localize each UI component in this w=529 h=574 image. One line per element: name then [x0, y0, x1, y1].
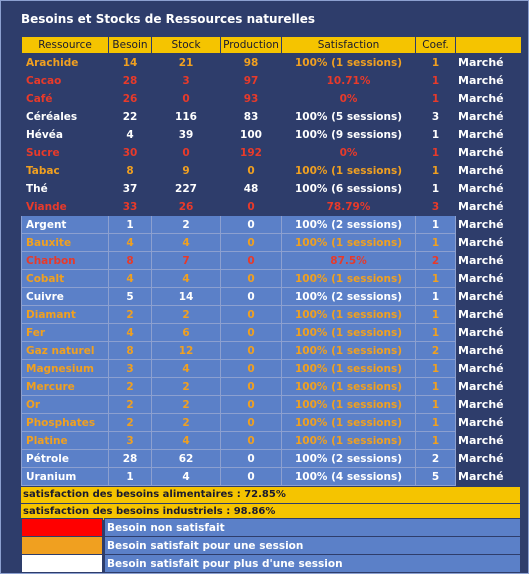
besoin-value: 4 — [109, 270, 152, 288]
resource-name: Café — [22, 90, 109, 108]
market-link[interactable]: Marché — [456, 144, 522, 162]
stock-value: 62 — [152, 450, 221, 468]
panel-title: Besoins et Stocks de Ressources naturelles — [21, 12, 316, 26]
resource-name: Phosphates — [22, 414, 109, 432]
satisfaction-value: 100% (1 sessions) — [282, 324, 416, 342]
production-value: 98 — [221, 54, 282, 72]
production-value: 0 — [221, 450, 282, 468]
production-value: 0 — [221, 432, 282, 450]
resource-name: Pétrole — [22, 450, 109, 468]
production-value: 83 — [221, 108, 282, 126]
market-link[interactable]: Marché — [456, 450, 522, 468]
table-row — [22, 450, 522, 468]
resource-name: Hévéa — [22, 126, 109, 144]
table-row — [22, 432, 522, 450]
stock-value: 14 — [152, 288, 221, 306]
market-link[interactable]: Marché — [456, 216, 522, 234]
coef-value: 1 — [416, 54, 456, 72]
coef-value: 2 — [416, 252, 456, 270]
coef-value: 1 — [416, 90, 456, 108]
table-row — [22, 72, 522, 90]
coef-value: 5 — [416, 468, 456, 486]
resource-name: Cacao — [22, 72, 109, 90]
stock-value: 26 — [152, 198, 221, 216]
market-link[interactable]: Marché — [456, 72, 522, 90]
satisfaction-value: 100% (5 sessions) — [282, 108, 416, 126]
market-link[interactable]: Marché — [456, 108, 522, 126]
besoin-value: 14 — [109, 54, 152, 72]
stock-value: 4 — [152, 270, 221, 288]
col-header-ressource: Ressource — [22, 37, 109, 54]
besoin-value: 5 — [109, 288, 152, 306]
market-link[interactable]: Marché — [456, 288, 522, 306]
besoin-value: 2 — [109, 414, 152, 432]
besoin-value: 30 — [109, 144, 152, 162]
resource-name: Diamant — [22, 306, 109, 324]
satisfaction-value: 100% (1 sessions) — [282, 414, 416, 432]
besoin-value: 33 — [109, 198, 152, 216]
coef-value: 1 — [416, 216, 456, 234]
stock-value: 4 — [152, 360, 221, 378]
satisfaction-value: 100% (1 sessions) — [282, 54, 416, 72]
resource-name: Tabac — [22, 162, 109, 180]
legend-label: Besoin non satisfait — [104, 518, 521, 537]
legend-item-multi-session — [21, 554, 521, 573]
satisfaction-value: 100% (2 sessions) — [282, 288, 416, 306]
satisfaction-value: 100% (1 sessions) — [282, 360, 416, 378]
col-header-market — [456, 37, 522, 54]
coef-value: 1 — [416, 180, 456, 198]
production-value: 97 — [221, 72, 282, 90]
table-row — [22, 180, 522, 198]
resource-name: Magnesium — [22, 360, 109, 378]
resource-name: Sucre — [22, 144, 109, 162]
market-link[interactable]: Marché — [456, 414, 522, 432]
coef-value: 1 — [416, 378, 456, 396]
satisfaction-value: 100% (1 sessions) — [282, 396, 416, 414]
resource-name: Cobalt — [22, 270, 109, 288]
coef-value: 1 — [416, 432, 456, 450]
besoin-value: 28 — [109, 450, 152, 468]
coef-value: 1 — [416, 288, 456, 306]
production-value: 192 — [221, 144, 282, 162]
table-row — [22, 54, 522, 72]
besoin-value: 8 — [109, 162, 152, 180]
resource-name: Bauxite — [22, 234, 109, 252]
satisfaction-value: 100% (1 sessions) — [282, 432, 416, 450]
coef-value: 1 — [416, 324, 456, 342]
market-link[interactable]: Marché — [456, 378, 522, 396]
stock-value: 4 — [152, 468, 221, 486]
production-value: 0 — [221, 342, 282, 360]
satisfaction-value: 100% (9 sessions) — [282, 126, 416, 144]
production-value: 0 — [221, 414, 282, 432]
satisfaction-value: 100% (1 sessions) — [282, 342, 416, 360]
market-link[interactable]: Marché — [456, 468, 522, 486]
market-link[interactable]: Marché — [456, 360, 522, 378]
market-link[interactable]: Marché — [456, 54, 522, 72]
market-link[interactable]: Marché — [456, 90, 522, 108]
production-value: 0 — [221, 162, 282, 180]
besoin-value: 8 — [109, 342, 152, 360]
satisfaction-value: 100% (1 sessions) — [282, 270, 416, 288]
satisfaction-value: 100% (1 sessions) — [282, 378, 416, 396]
besoin-value: 37 — [109, 180, 152, 198]
stock-value: 12 — [152, 342, 221, 360]
col-header-besoin: Besoin — [109, 37, 152, 54]
besoin-value: 8 — [109, 252, 152, 270]
resource-name: Viande — [22, 198, 109, 216]
table-row — [22, 270, 522, 288]
resource-name: Arachide — [22, 54, 109, 72]
coef-value: 1 — [416, 396, 456, 414]
market-link[interactable]: Marché — [456, 252, 522, 270]
table-row — [22, 216, 522, 234]
production-value: 0 — [221, 396, 282, 414]
stock-value: 2 — [152, 396, 221, 414]
table-row — [22, 288, 522, 306]
legend-item-unsatisfied — [21, 518, 521, 537]
stock-value: 4 — [152, 432, 221, 450]
market-link[interactable]: Marché — [456, 180, 522, 198]
coef-value: 2 — [416, 342, 456, 360]
besoin-value: 1 — [109, 216, 152, 234]
stock-value: 0 — [152, 144, 221, 162]
besoin-value: 26 — [109, 90, 152, 108]
satisfaction-value: 100% (4 sessions) — [282, 468, 416, 486]
resource-name: Cuivre — [22, 288, 109, 306]
besoin-value: 3 — [109, 360, 152, 378]
market-link[interactable]: Marché — [456, 198, 522, 216]
stock-value: 21 — [152, 54, 221, 72]
resource-name: Fer — [22, 324, 109, 342]
satisfaction-value: 0% — [282, 144, 416, 162]
table-row — [22, 468, 522, 486]
table-row — [22, 342, 522, 360]
besoin-value: 1 — [109, 468, 152, 486]
production-value: 0 — [221, 216, 282, 234]
production-value: 0 — [221, 306, 282, 324]
resource-name: Platine — [22, 432, 109, 450]
production-value: 93 — [221, 90, 282, 108]
resource-name: Thé — [22, 180, 109, 198]
resource-name: Gaz naturel — [22, 342, 109, 360]
stock-value: 3 — [152, 72, 221, 90]
legend-item-one-session — [21, 536, 521, 555]
satisfaction-value: 100% (1 sessions) — [282, 162, 416, 180]
besoin-value: 2 — [109, 396, 152, 414]
coef-value: 3 — [416, 108, 456, 126]
table-row — [22, 324, 522, 342]
table-row — [22, 396, 522, 414]
table-row — [22, 234, 522, 252]
production-value: 100 — [221, 126, 282, 144]
resource-name: Or — [22, 396, 109, 414]
production-value: 0 — [221, 288, 282, 306]
besoin-value: 28 — [109, 72, 152, 90]
besoin-value: 22 — [109, 108, 152, 126]
besoin-value: 4 — [109, 234, 152, 252]
stock-value: 227 — [152, 180, 221, 198]
besoin-value: 4 — [109, 126, 152, 144]
market-link[interactable]: Marché — [456, 234, 522, 252]
satisfaction-value: 100% (6 sessions) — [282, 180, 416, 198]
stock-value: 0 — [152, 90, 221, 108]
coef-value: 1 — [416, 414, 456, 432]
resource-name: Uranium — [22, 468, 109, 486]
production-value: 0 — [221, 360, 282, 378]
coef-value: 1 — [416, 162, 456, 180]
coef-value: 1 — [416, 360, 456, 378]
market-link[interactable]: Marché — [456, 342, 522, 360]
besoin-value: 2 — [109, 306, 152, 324]
table-row — [22, 360, 522, 378]
stock-value: 2 — [152, 306, 221, 324]
satisfaction-value: 100% (1 sessions) — [282, 306, 416, 324]
production-value: 48 — [221, 180, 282, 198]
market-link[interactable]: Marché — [456, 432, 522, 450]
stock-value: 2 — [152, 378, 221, 396]
coef-value: 1 — [416, 72, 456, 90]
legend-swatch-orange — [21, 536, 103, 555]
besoin-value: 2 — [109, 378, 152, 396]
resources-table — [21, 36, 522, 486]
stock-value: 7 — [152, 252, 221, 270]
market-link[interactable]: Marché — [456, 162, 522, 180]
besoin-value: 4 — [109, 324, 152, 342]
legend-label: Besoin satisfait pour plus d'une session — [104, 554, 521, 573]
market-link[interactable]: Marché — [456, 270, 522, 288]
table-header — [22, 37, 522, 54]
market-link[interactable]: Marché — [456, 324, 522, 342]
production-value: 0 — [221, 378, 282, 396]
production-value: 0 — [221, 270, 282, 288]
satisfaction-value: 78.79% — [282, 198, 416, 216]
stock-value: 2 — [152, 414, 221, 432]
resource-name: Céréales — [22, 108, 109, 126]
production-value: 0 — [221, 234, 282, 252]
market-link[interactable]: Marché — [456, 306, 522, 324]
col-header-satisfaction: Satisfaction — [282, 37, 416, 54]
table-row — [22, 414, 522, 432]
production-value: 0 — [221, 252, 282, 270]
satisfaction-value: 100% (1 sessions) — [282, 234, 416, 252]
coef-value: 1 — [416, 306, 456, 324]
stock-value: 6 — [152, 324, 221, 342]
satisfaction-value: 100% (2 sessions) — [282, 450, 416, 468]
satisfaction-value: 0% — [282, 90, 416, 108]
table-row — [22, 126, 522, 144]
coef-value: 3 — [416, 198, 456, 216]
stock-value: 116 — [152, 108, 221, 126]
col-header-production: Production — [221, 37, 282, 54]
resource-name: Charbon — [22, 252, 109, 270]
table-row — [22, 306, 522, 324]
stock-value: 4 — [152, 234, 221, 252]
table-row — [22, 162, 522, 180]
legend-swatch-white — [21, 554, 103, 573]
table-row — [22, 90, 522, 108]
coef-value: 1 — [416, 234, 456, 252]
stock-value: 39 — [152, 126, 221, 144]
resource-name: Argent — [22, 216, 109, 234]
table-row — [22, 378, 522, 396]
resource-name: Mercure — [22, 378, 109, 396]
legend-swatch-red — [21, 518, 103, 537]
coef-value: 1 — [416, 144, 456, 162]
col-header-coef: Coef. — [416, 37, 456, 54]
satisfaction-value: 87.5% — [282, 252, 416, 270]
table-row — [22, 108, 522, 126]
besoin-value: 3 — [109, 432, 152, 450]
stock-value: 2 — [152, 216, 221, 234]
food-satisfaction-summary: satisfaction des besoins alimentaires : 72.85% — [21, 487, 520, 503]
market-link[interactable]: Marché — [456, 126, 522, 144]
production-value: 0 — [221, 468, 282, 486]
production-value: 0 — [221, 198, 282, 216]
col-header-stock: Stock — [152, 37, 221, 54]
satisfaction-value: 100% (2 sessions) — [282, 216, 416, 234]
satisfaction-value: 10.71% — [282, 72, 416, 90]
production-value: 0 — [221, 324, 282, 342]
table-row — [22, 198, 522, 216]
table-row — [22, 144, 522, 162]
coef-value: 1 — [416, 126, 456, 144]
table-row — [22, 252, 522, 270]
industrial-satisfaction-summary: satisfaction des besoins industriels : 98.86% — [21, 504, 520, 520]
coef-value: 2 — [416, 450, 456, 468]
market-link[interactable]: Marché — [456, 396, 522, 414]
stock-value: 9 — [152, 162, 221, 180]
legend-label: Besoin satisfait pour une session — [104, 536, 521, 555]
coef-value: 1 — [416, 270, 456, 288]
